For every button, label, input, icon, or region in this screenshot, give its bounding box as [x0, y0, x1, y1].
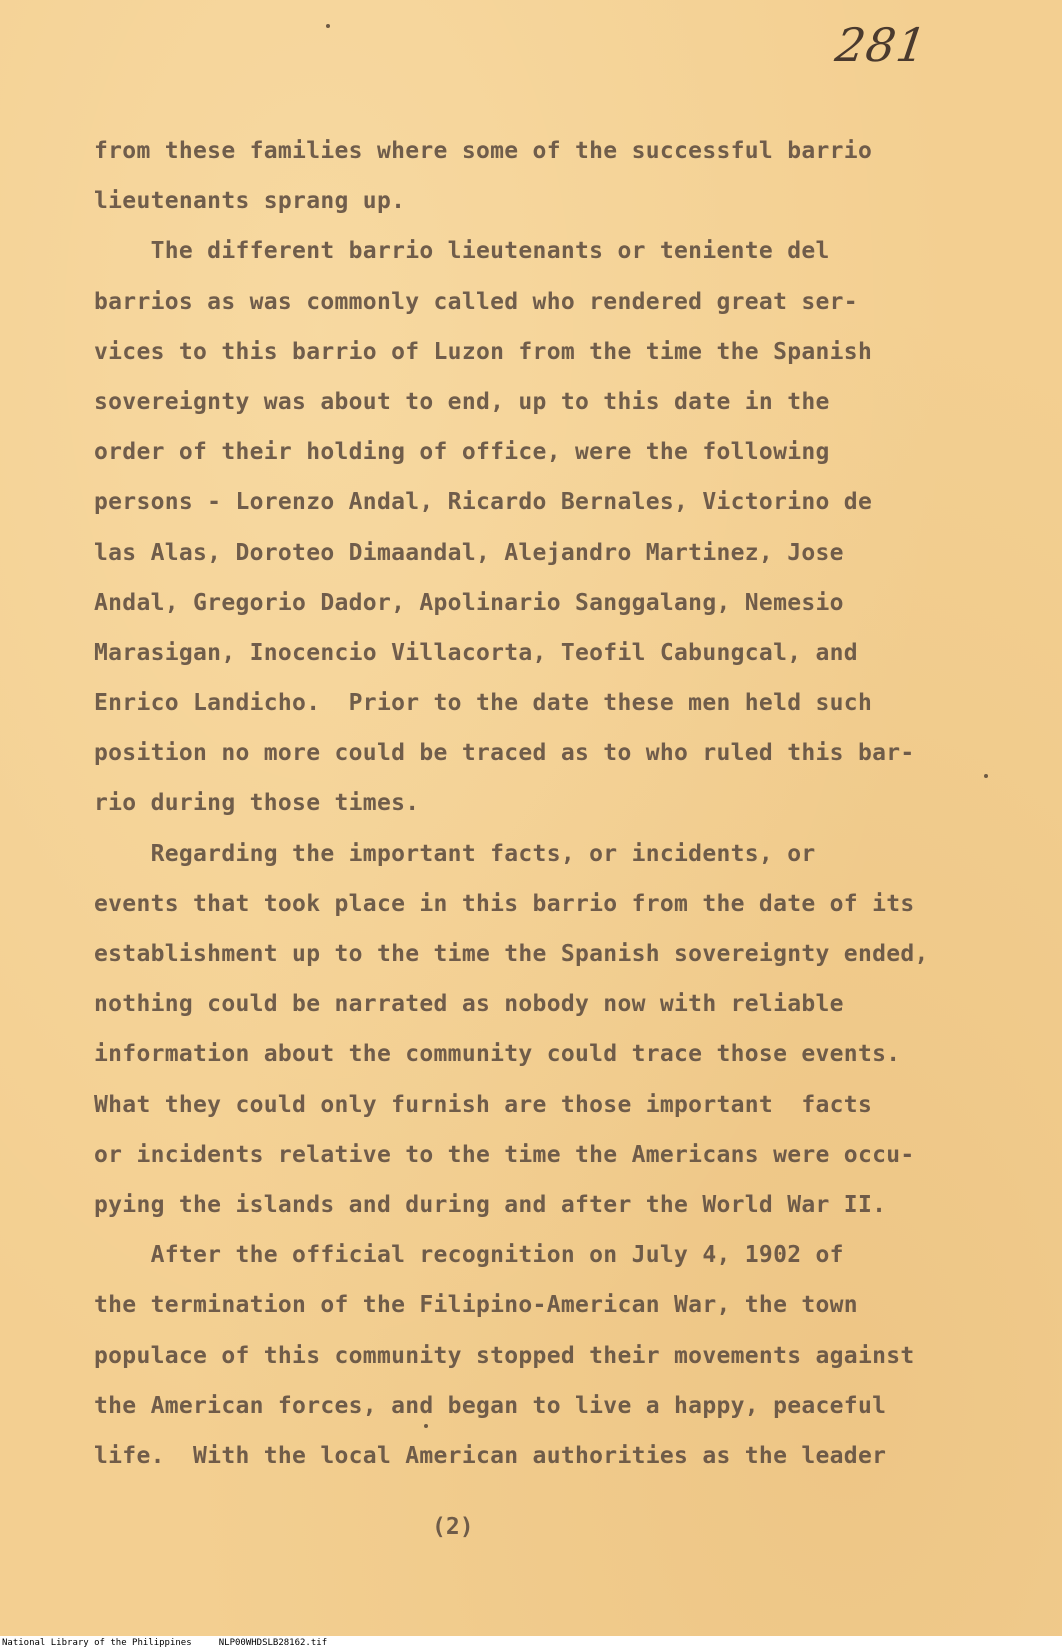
typed-body-text [94, 126, 1014, 1481]
text-line: order of their holding of office, were the following [94, 439, 830, 466]
text-line: Regarding the important facts, or incidents, or [94, 840, 816, 867]
text-line: sovereignty was about to end, up to this date in the [94, 388, 830, 415]
text-line: events that took place in this barrio from the date of its [94, 890, 915, 917]
text-line: the termination of the Filipino-American War, the town [94, 1292, 858, 1319]
text-line: barrios as was commonly called who rendered great ser- [94, 288, 858, 315]
text-line: persons - Lorenzo Andal, Ricardo Bernales, Victorino de [94, 489, 873, 516]
text-line: las Alas, Doroteo Dimaandal, Alejandro Martinez, Jose [94, 539, 844, 566]
text-line: position no more could be traced as to who ruled this bar- [94, 740, 915, 767]
text-line: The different barrio lieutenants or teniente del [94, 238, 830, 265]
archive-label: National Library of the Philippines NLP00WHDSLB28162.tif [2, 1638, 328, 1648]
paper-speck [326, 24, 330, 28]
handwritten-page-number: 281 [832, 18, 931, 72]
text-line: nothing could be narrated as nobody now with reliable [94, 991, 844, 1018]
text-line: or incidents relative to the time the Americans were occu- [94, 1141, 915, 1168]
text-line: information about the community could trace those events. [94, 1041, 901, 1068]
text-line: pying the islands and during and after the World War II. [94, 1191, 887, 1218]
text-line: Marasigan, Inocencio Villacorta, Teofil Cabungcal, and [94, 639, 858, 666]
text-line: the American forces, and began to live a happy, peaceful [94, 1392, 887, 1419]
text-line: rio during those times. [94, 790, 420, 817]
archive-footer-strip [0, 1636, 1062, 1650]
text-line: What they could only furnish are those important facts [94, 1091, 873, 1118]
text-line: Andal, Gregorio Dador, Apolinario Sanggalang, Nemesio [94, 589, 844, 616]
text-line: life. With the local American authorities as the leader [94, 1442, 887, 1469]
text-line: lieutenants sprang up. [94, 188, 406, 215]
text-line: establishment up to the time the Spanish sovereignty ended, [94, 941, 929, 967]
text-line: After the official recognition on July 4, 1902 of [94, 1242, 844, 1269]
typed-page-number: (2) [432, 1514, 474, 1540]
text-line: vices to this barrio of Luzon from the time the Spanish [94, 338, 873, 365]
text-line: from these families where some of the successful barrio [94, 138, 873, 164]
text-line: Enrico Landicho. Prior to the date these men held such [94, 690, 873, 717]
text-line: populace of this community stopped their movements against [94, 1342, 915, 1369]
